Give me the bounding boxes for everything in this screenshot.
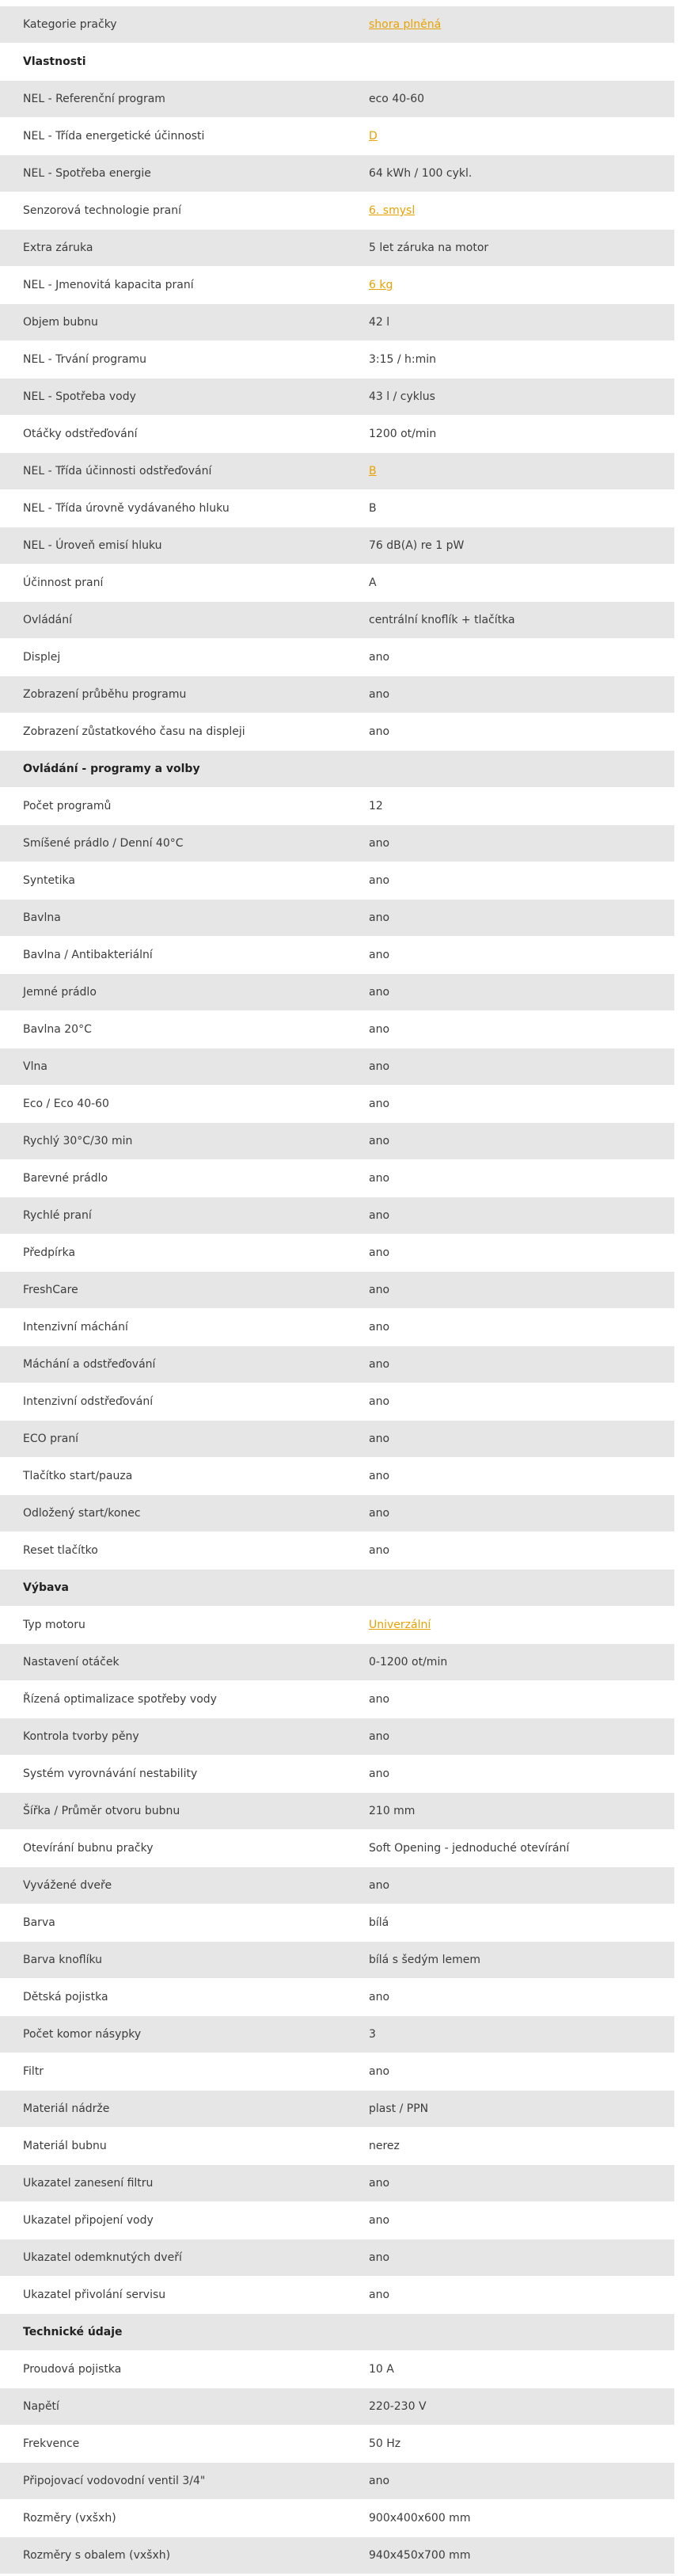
spec-row xyxy=(0,230,674,267)
spec-value: ano xyxy=(369,874,390,887)
spec-label: Smíšené prádlo / Denní 40°C xyxy=(23,837,184,850)
spec-row xyxy=(0,1867,674,1904)
spec-row xyxy=(0,2091,674,2128)
spec-value: ano xyxy=(369,1730,390,1743)
spec-value: ano xyxy=(369,1321,390,1334)
spec-row xyxy=(0,900,674,937)
spec-value: eco 40-60 xyxy=(369,93,425,105)
spec-label: Napětí xyxy=(23,2400,59,2413)
section-header xyxy=(0,751,674,788)
spec-label: Dětská pojistka xyxy=(23,1991,108,2003)
spec-label: NEL - Třída energetické účinnosti xyxy=(23,130,205,143)
spec-row xyxy=(0,1123,674,1160)
spec-value: ano xyxy=(369,1098,390,1110)
spec-value: ano xyxy=(369,2289,390,2301)
spec-value-link[interactable]: D xyxy=(369,130,378,143)
spec-label: Systém vyrovnávání nestability xyxy=(23,1767,198,1780)
spec-label: Displej xyxy=(23,651,61,664)
spec-label: Odložený start/konec xyxy=(23,1507,141,1520)
spec-row xyxy=(0,1383,674,1421)
spec-value: ano xyxy=(369,2214,390,2227)
spec-value: ano xyxy=(369,2251,390,2264)
spec-value: ano xyxy=(369,1693,390,1706)
spec-value: ano xyxy=(369,1209,390,1222)
spec-value: 10 A xyxy=(369,2363,394,2376)
section-title: Ovládání - programy a volby xyxy=(23,763,200,775)
spec-row xyxy=(0,1607,674,1644)
spec-row xyxy=(0,1346,674,1383)
spec-label: NEL - Trvání programu xyxy=(23,353,147,366)
spec-value: ano xyxy=(369,2475,390,2487)
spec-row xyxy=(0,1942,674,1979)
spec-value: ano xyxy=(369,725,390,738)
spec-label: Proudová pojistka xyxy=(23,2363,122,2376)
spec-row xyxy=(0,2388,674,2426)
spec-row xyxy=(0,1644,674,1681)
spec-value: centrální knoflík + tlačítka xyxy=(369,614,515,626)
spec-row xyxy=(0,1011,674,1048)
spec-value: 3:15 / h:min xyxy=(369,353,437,366)
spec-label: Ovládání xyxy=(23,614,73,626)
section-header xyxy=(0,44,674,81)
spec-row xyxy=(0,6,674,44)
spec-label: Vyvážené dveře xyxy=(23,1879,112,1892)
spec-row xyxy=(0,2053,674,2091)
spec-label: NEL - Spotřeba vody xyxy=(23,390,136,403)
spec-label: Otáčky odstřeďování xyxy=(23,428,138,440)
spec-row xyxy=(0,1309,674,1346)
spec-value: bílá s šedým lemem xyxy=(369,1954,480,1966)
spec-row xyxy=(0,788,674,825)
section-title: Výbava xyxy=(23,1581,70,1594)
spec-value: ano xyxy=(369,911,390,924)
spec-row xyxy=(0,379,674,416)
spec-label: Rychlý 30°C/30 min xyxy=(23,1135,133,1147)
spec-value: nerez xyxy=(369,2140,400,2152)
spec-label: Kategorie pračky xyxy=(23,18,117,31)
spec-value: ano xyxy=(369,1284,390,1296)
spec-label: Extra záruka xyxy=(23,242,93,254)
spec-value: 940x450x700 mm xyxy=(369,2549,471,2562)
spec-label: NEL - Úroveň emisí hluku xyxy=(23,539,162,552)
spec-label: Připojovací vodovodní ventil 3/4" xyxy=(23,2475,206,2487)
spec-value: ano xyxy=(369,1507,390,1520)
spec-label: NEL - Třída účinnosti odstřeďování xyxy=(23,465,212,478)
spec-label: Reset tlačítko xyxy=(23,1544,98,1557)
spec-value: Soft Opening - jednoduché otevírání xyxy=(369,1842,570,1855)
spec-row xyxy=(0,862,674,900)
spec-row xyxy=(0,937,674,974)
spec-value: 50 Hz xyxy=(369,2437,401,2450)
spec-value: 76 dB(A) re 1 pW xyxy=(369,539,465,552)
spec-label: Materiál bubnu xyxy=(23,2140,107,2152)
spec-value: ano xyxy=(369,1135,390,1147)
spec-label: Předpírka xyxy=(23,1246,76,1259)
spec-row xyxy=(0,2426,674,2463)
spec-value: B xyxy=(369,502,377,515)
section-header xyxy=(0,2314,674,2351)
spec-label: Syntetika xyxy=(23,874,75,887)
spec-row xyxy=(0,2463,674,2500)
spec-row xyxy=(0,81,674,118)
spec-label: Bavlna xyxy=(23,911,61,924)
spec-label: Ukazatel zanesení filtru xyxy=(23,2177,154,2190)
spec-value: 210 mm xyxy=(369,1805,416,1817)
spec-value-link[interactable]: 6 kg xyxy=(369,279,393,291)
spec-value: ano xyxy=(369,1544,390,1557)
spec-label: Objem bubnu xyxy=(23,316,98,329)
spec-value: 220-230 V xyxy=(369,2400,427,2413)
spec-row xyxy=(0,267,674,304)
spec-row xyxy=(0,1086,674,1123)
spec-row xyxy=(0,1718,674,1756)
spec-row xyxy=(0,2239,674,2277)
spec-value: 0-1200 ot/min xyxy=(369,1656,448,1669)
spec-value: ano xyxy=(369,1023,390,1036)
spec-value: ano xyxy=(369,1767,390,1780)
spec-label: Rozměry s obalem (vxšxh) xyxy=(23,2549,171,2562)
spec-value: ano xyxy=(369,1395,390,1408)
section-header xyxy=(0,1570,674,1607)
spec-value: ano xyxy=(369,651,390,664)
spec-value-link[interactable]: B xyxy=(369,465,377,478)
spec-value: 1200 ot/min xyxy=(369,428,437,440)
spec-value: 5 let záruka na motor xyxy=(369,242,489,254)
spec-label: Intenzivní máchání xyxy=(23,1321,128,1334)
spec-value: ano xyxy=(369,1060,390,1073)
spec-value: 3 xyxy=(369,2028,376,2041)
spec-value: 43 l / cyklus xyxy=(369,390,435,403)
spec-value: ano xyxy=(369,1470,390,1482)
spec-row xyxy=(0,2537,674,2574)
spec-row xyxy=(0,416,674,453)
spec-label: NEL - Jmenovitá kapacita praní xyxy=(23,279,194,291)
spec-label: Barva xyxy=(23,1916,55,1929)
spec-row xyxy=(0,2351,674,2388)
spec-row xyxy=(0,1793,674,1830)
spec-value: ano xyxy=(369,1172,390,1185)
spec-label: Otevírání bubnu pračky xyxy=(23,1842,154,1855)
spec-row xyxy=(0,676,674,713)
spec-row xyxy=(0,1048,674,1086)
spec-value: ano xyxy=(369,1246,390,1259)
spec-row xyxy=(0,1235,674,1272)
spec-label: Bavlna 20°C xyxy=(23,1023,92,1036)
spec-label: Rychlé praní xyxy=(23,1209,92,1222)
spec-row xyxy=(0,490,674,527)
spec-value: ano xyxy=(369,986,390,999)
spec-label: Barevné prádlo xyxy=(23,1172,108,1185)
spec-value: ano xyxy=(369,688,390,701)
spec-label: NEL - Spotřeba energie xyxy=(23,167,151,180)
spec-label: Frekvence xyxy=(23,2437,80,2450)
spec-row xyxy=(0,2128,674,2165)
spec-label: NEL - Referenční program xyxy=(23,93,165,105)
spec-row xyxy=(0,1532,674,1570)
spec-label: Zobrazení zůstatkového času na displeji xyxy=(23,725,245,738)
spec-row xyxy=(0,1495,674,1532)
spec-row xyxy=(0,974,674,1011)
spec-label: Typ motoru xyxy=(23,1619,85,1631)
spec-value: 12 xyxy=(369,800,383,812)
spec-row xyxy=(0,1272,674,1309)
spec-label: Zobrazení průběhu programu xyxy=(23,688,187,701)
spec-row xyxy=(0,192,674,230)
spec-row xyxy=(0,2202,674,2239)
spec-label: Počet komor násypky xyxy=(23,2028,142,2041)
spec-label: FreshCare xyxy=(23,1284,78,1296)
spec-row xyxy=(0,825,674,862)
spec-value: 42 l xyxy=(369,316,390,329)
spec-value-link[interactable]: shora plněná xyxy=(369,18,442,31)
spec-row xyxy=(0,565,674,602)
spec-row xyxy=(0,341,674,379)
spec-row xyxy=(0,1904,674,1942)
spec-row xyxy=(0,304,674,341)
spec-row xyxy=(0,713,674,751)
spec-label: Řízená optimalizace spotřeby vody xyxy=(23,1693,217,1706)
spec-row xyxy=(0,1160,674,1197)
spec-value: ano xyxy=(369,1358,390,1371)
spec-row xyxy=(0,1681,674,1718)
spec-label: Ukazatel připojení vody xyxy=(23,2214,154,2227)
section-title: Technické údaje xyxy=(23,2326,123,2338)
spec-value: ano xyxy=(369,949,390,961)
spec-row xyxy=(0,1830,674,1867)
spec-value-link[interactable]: Univerzální xyxy=(369,1619,431,1631)
spec-row xyxy=(0,2500,674,2537)
spec-row xyxy=(0,1979,674,2016)
spec-label: Ukazatel přivolání servisu xyxy=(23,2289,166,2301)
spec-value: ano xyxy=(369,1991,390,2003)
spec-label: Bavlna / Antibakteriální xyxy=(23,949,153,961)
spec-label: Materiál nádrže xyxy=(23,2102,110,2115)
spec-row xyxy=(0,155,674,192)
spec-row xyxy=(0,118,674,155)
spec-value: 900x400x600 mm xyxy=(369,2512,471,2525)
spec-value: bílá xyxy=(369,1916,389,1929)
spec-row xyxy=(0,1458,674,1495)
spec-label: Senzorová technologie praní xyxy=(23,204,182,217)
spec-label: Máchání a odstřeďování xyxy=(23,1358,156,1371)
spec-row xyxy=(0,1421,674,1458)
spec-row xyxy=(0,1756,674,1793)
spec-label: NEL - Třída úrovně vydávaného hluku xyxy=(23,502,230,515)
spec-row xyxy=(0,2277,674,2314)
spec-value: 64 kWh / 100 cykl. xyxy=(369,167,473,180)
spec-label: Barva knoflíku xyxy=(23,1954,103,1966)
spec-label: Rozměry (vxšxh) xyxy=(23,2512,116,2525)
spec-value: ano xyxy=(369,1433,390,1445)
spec-label: Filtr xyxy=(23,2065,44,2078)
spec-row xyxy=(0,639,674,676)
spec-row xyxy=(0,602,674,639)
spec-label: Ukazatel odemknutých dveří xyxy=(23,2251,182,2264)
spec-label: ECO praní xyxy=(23,1433,79,1445)
spec-value: ano xyxy=(369,2177,390,2190)
section-title: Vlastnosti xyxy=(23,55,86,68)
spec-row xyxy=(0,453,674,490)
spec-label: Počet programů xyxy=(23,800,112,812)
spec-value: plast / PPN xyxy=(369,2102,429,2115)
spec-label: Nastavení otáček xyxy=(23,1656,120,1669)
spec-row xyxy=(0,2016,674,2053)
spec-label: Tlačítko start/pauza xyxy=(23,1470,133,1482)
spec-label: Vlna xyxy=(23,1060,47,1073)
spec-row xyxy=(0,1197,674,1235)
spec-label: Kontrola tvorby pěny xyxy=(23,1730,139,1743)
spec-row xyxy=(0,527,674,565)
spec-value: ano xyxy=(369,2065,390,2078)
spec-value: ano xyxy=(369,837,390,850)
spec-label: Jemné prádlo xyxy=(23,986,97,999)
spec-label: Intenzivní odstřeďování xyxy=(23,1395,154,1408)
spec-row xyxy=(0,2165,674,2202)
spec-label: Eco / Eco 40-60 xyxy=(23,1098,109,1110)
spec-value-link[interactable]: 6. smysl xyxy=(369,204,416,217)
spec-value: A xyxy=(369,576,377,589)
spec-label: Šířka / Průměr otvoru bubnu xyxy=(23,1805,180,1817)
spec-label: Účinnost praní xyxy=(23,576,104,589)
spec-value: ano xyxy=(369,1879,390,1892)
